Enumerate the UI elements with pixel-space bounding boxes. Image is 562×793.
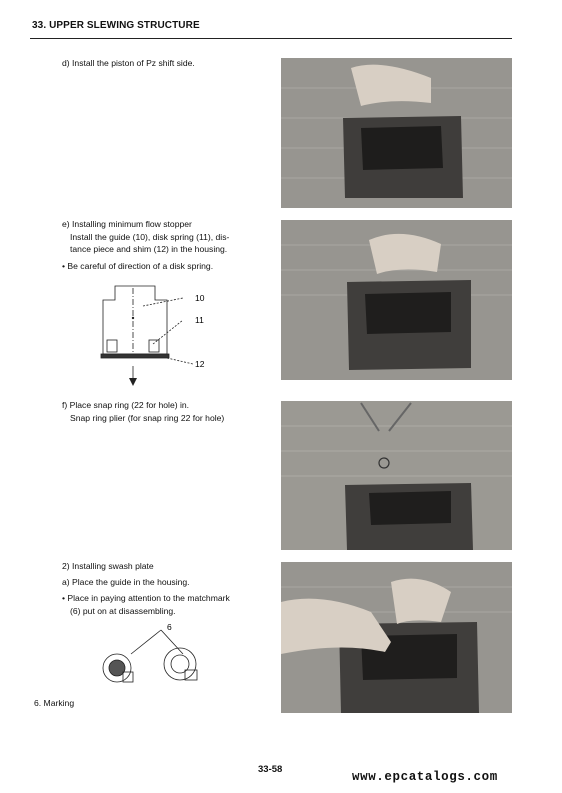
step-e-line2: tance piece and shim (12) in the housing. xyxy=(70,244,228,254)
photo-swash-guide xyxy=(281,562,512,713)
leader-6a xyxy=(131,630,161,654)
guide-part-left-core xyxy=(109,660,125,676)
step-e-bullet: • Be careful of direction of a disk spring. xyxy=(62,261,214,271)
swash-step-a: a) Place the guide in the housing. xyxy=(62,577,190,587)
photo-flow-stopper xyxy=(281,220,512,380)
direction-arrow-head xyxy=(129,378,137,386)
leader-10 xyxy=(143,298,183,306)
disk-spring-diagram xyxy=(95,278,215,388)
guide-part-right xyxy=(164,648,196,680)
photo-piston-install xyxy=(281,58,512,208)
step-e-title: e) Installing minimum flow stopper xyxy=(62,219,192,229)
step-e-line1: Install the guide (10), disk spring (11), dis- xyxy=(70,231,230,242)
swash-bullet-line1: • Place in paying attention to the matchmark xyxy=(62,593,230,603)
spring-left xyxy=(107,340,117,352)
step-d-text: d) Install the piston of Pz shift side. xyxy=(62,58,195,68)
page-number: 33-58 xyxy=(258,764,283,775)
label-6: 6 xyxy=(167,622,172,632)
section-header: 33. UPPER SLEWING STRUCTURE xyxy=(32,20,200,31)
watermark-url: www.epcatalogs.com xyxy=(352,770,498,784)
label-10: 10 xyxy=(195,293,205,303)
shim xyxy=(101,354,169,358)
guide-outline xyxy=(103,286,167,354)
spring-right xyxy=(149,340,159,352)
photo-snap-ring xyxy=(281,401,512,550)
section-marking: 6. Marking xyxy=(34,698,75,708)
swash-bullet-line2: (6) put on at disassembling. xyxy=(70,605,176,616)
header-divider xyxy=(30,38,512,39)
step-f-line1: f) Place snap ring (22 for hole) in. xyxy=(62,400,190,410)
swash-title: 2) Installing swash plate xyxy=(62,561,154,571)
step-f-line2: Snap ring plier (for snap ring 22 for hole) xyxy=(70,412,225,423)
label-12: 12 xyxy=(195,359,205,369)
center-dot xyxy=(132,317,134,319)
label-11: 11 xyxy=(195,315,204,325)
leader-12 xyxy=(167,358,193,364)
matchmark-diagram xyxy=(95,618,215,690)
